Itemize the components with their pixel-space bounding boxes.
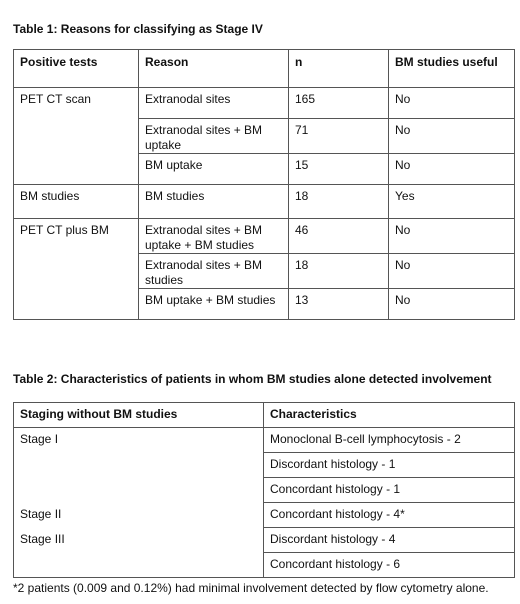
table1-reason: Extranodal sites + BM studies xyxy=(139,254,289,289)
table1-useful: No xyxy=(389,219,515,254)
table1-reason: Extranodal sites + BM uptake xyxy=(139,119,289,154)
table2-characteristic: Concordant histology - 6 xyxy=(264,553,515,578)
table1 xyxy=(13,49,515,320)
table1-useful: No xyxy=(389,119,515,154)
table1-reason: BM uptake + BM studies xyxy=(139,289,289,320)
table-row xyxy=(14,88,515,119)
table1-header-reason: Reason xyxy=(139,50,289,88)
table1-group-test: BM studies xyxy=(14,185,139,219)
table1-n: 71 xyxy=(289,119,389,154)
table1-caption: Table 1: Reasons for classifying as Stage IV xyxy=(13,22,263,36)
table1-useful: No xyxy=(389,88,515,119)
table2-stage: Stage III xyxy=(14,528,264,578)
table1-n: 46 xyxy=(289,219,389,254)
table2-header-staging: Staging without BM studies xyxy=(14,403,264,428)
table2-header-characteristics: Characteristics xyxy=(264,403,515,428)
table2 xyxy=(13,402,515,578)
table1-useful: No xyxy=(389,289,515,320)
table1-useful: Yes xyxy=(389,185,515,219)
table2-footnote: *2 patients (0.009 and 0.12%) had minimal involvement detected by flow cytometry alone. xyxy=(13,581,489,595)
table2-stage: Stage II xyxy=(14,503,264,528)
table-row xyxy=(14,503,515,528)
table1-n: 18 xyxy=(289,254,389,289)
table2-caption: Table 2: Characteristics of patients in whom BM studies alone detected involvement xyxy=(13,372,492,386)
table1-reason: Extranodal sites + BM uptake + BM studies xyxy=(139,219,289,254)
table1-reason: Extranodal sites xyxy=(139,88,289,119)
table2-characteristic: Concordant histology - 4* xyxy=(264,503,515,528)
table1-header-n: n xyxy=(289,50,389,88)
table1-n: 15 xyxy=(289,154,389,185)
table1-reason: BM uptake xyxy=(139,154,289,185)
table1-useful: No xyxy=(389,154,515,185)
table1-header-positive-tests: Positive tests xyxy=(14,50,139,88)
table-row xyxy=(14,428,515,453)
table1-n: 13 xyxy=(289,289,389,320)
table1-group-test: PET CT plus BM xyxy=(14,219,139,320)
table1-reason: BM studies xyxy=(139,185,289,219)
table1-group-test: PET CT scan xyxy=(14,88,139,185)
table1-useful: No xyxy=(389,254,515,289)
table-row xyxy=(14,219,515,254)
table-row xyxy=(14,185,515,219)
table1-n: 18 xyxy=(289,185,389,219)
table-row xyxy=(14,528,515,553)
table2-characteristic: Discordant histology - 4 xyxy=(264,528,515,553)
table2-characteristic: Discordant histology - 1 xyxy=(264,453,515,478)
table2-stage: Stage I xyxy=(14,428,264,503)
table2-characteristic: Concordant histology - 1 xyxy=(264,478,515,503)
table1-header-bm-useful: BM studies useful xyxy=(389,50,515,88)
table2-characteristic: Monoclonal B-cell lymphocytosis - 2 xyxy=(264,428,515,453)
table1-n: 165 xyxy=(289,88,389,119)
